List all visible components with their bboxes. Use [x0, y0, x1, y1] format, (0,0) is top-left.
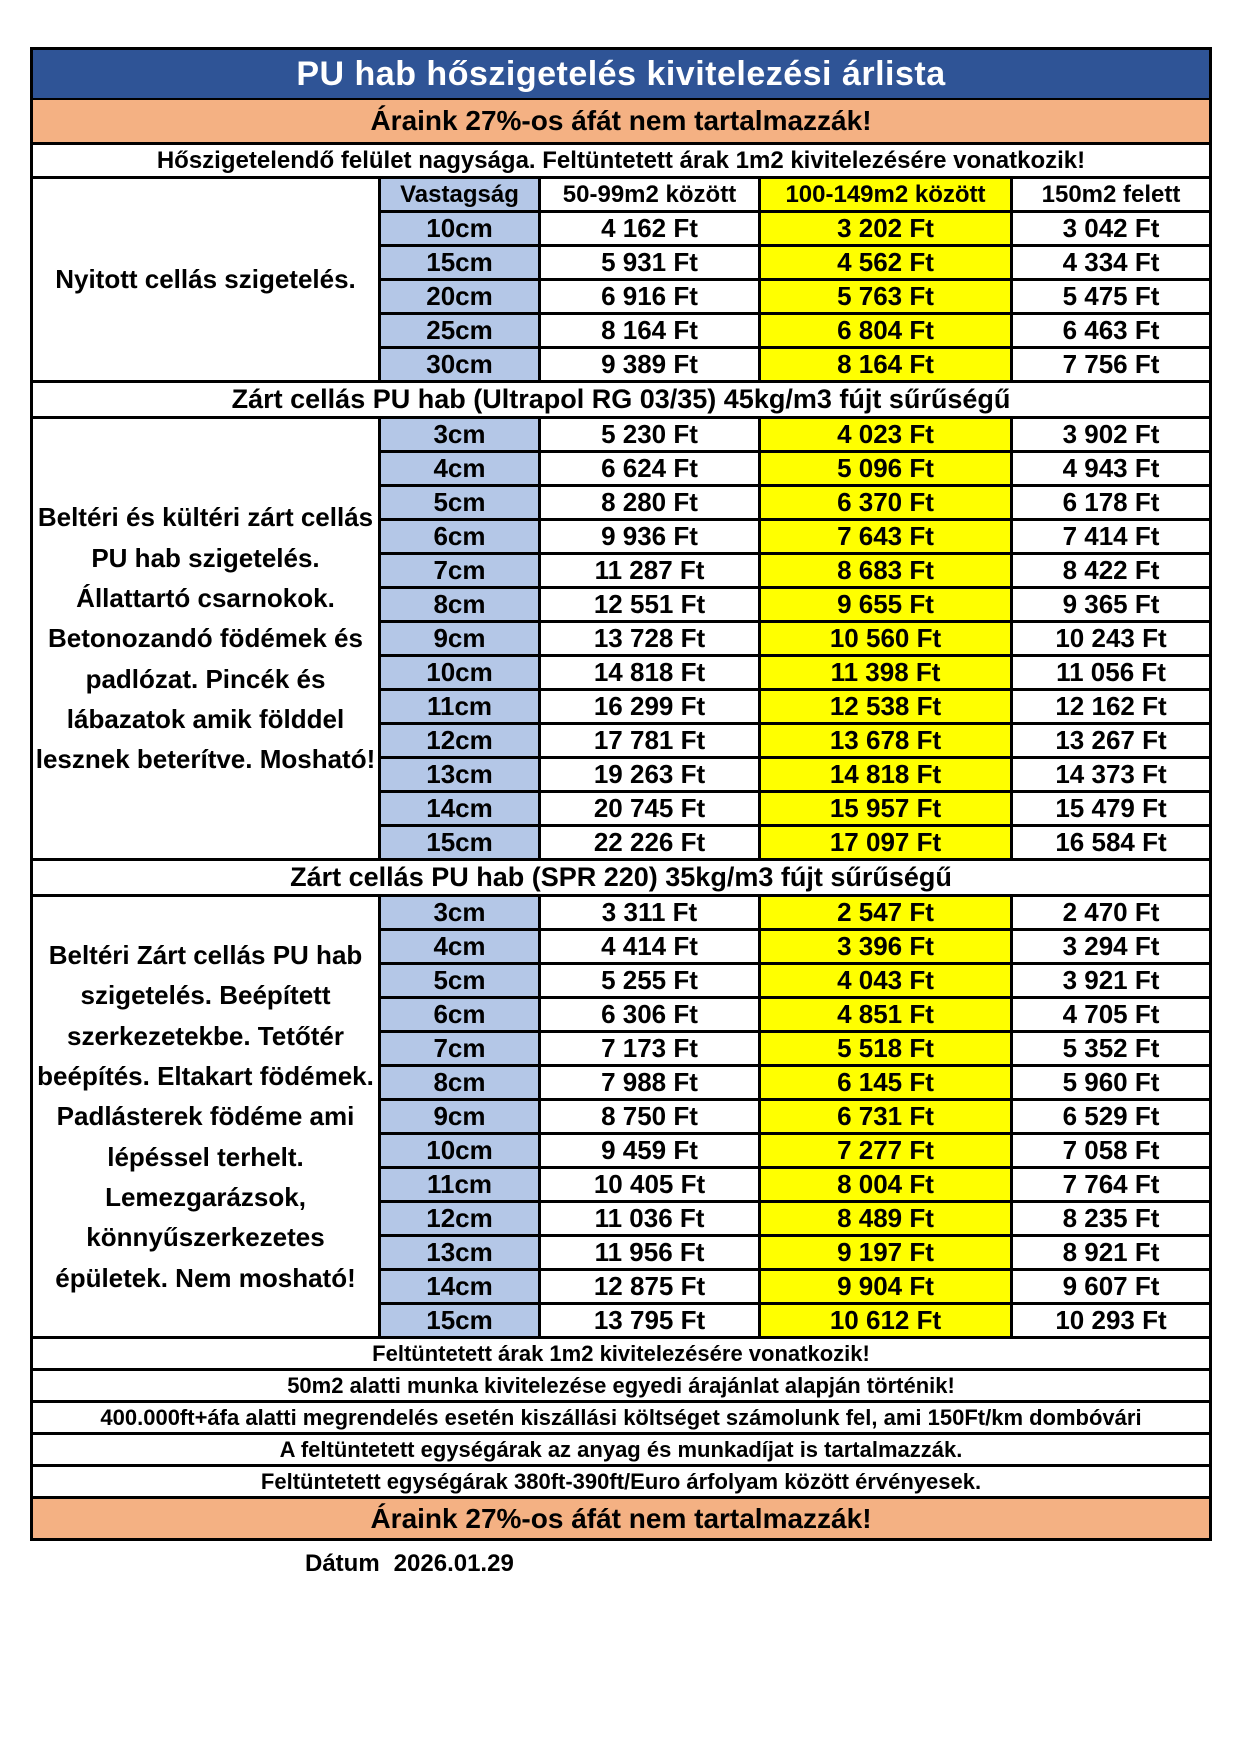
thickness-cell: 5cm	[381, 965, 538, 996]
thickness-cell: 11cm	[381, 691, 538, 722]
table-row	[381, 278, 1209, 312]
price-cell: 9 904 Ft	[758, 1271, 1010, 1302]
section-spr220-label: Beltéri Zárt cellás PU hab szigetelés. Beépített szerkezetekbe. Tetőtér beépítés. Eltakart födémek. Padlásterek födéme ami lépéssel terhelt. Lemezgarázsok, könnyűszerkezetes épületek. Nem mosható!	[33, 897, 381, 1336]
price-cell: 3 311 Ft	[538, 897, 758, 928]
date-label: Dátum	[305, 1550, 380, 1577]
price-cell: 6 916 Ft	[538, 281, 758, 312]
thickness-cell: 8cm	[381, 1067, 538, 1098]
price-cell: 11 398 Ft	[758, 657, 1010, 688]
price-cell: 5 352 Ft	[1010, 1033, 1209, 1064]
table-row	[381, 824, 1209, 858]
price-cell: 9 365 Ft	[1010, 589, 1209, 620]
price-cell: 7 643 Ft	[758, 521, 1010, 552]
table-row	[381, 1166, 1209, 1200]
thickness-cell: 11cm	[381, 1169, 538, 1200]
table-row	[381, 1132, 1209, 1166]
price-cell: 8 004 Ft	[758, 1169, 1010, 1200]
price-cell: 14 818 Ft	[538, 657, 758, 688]
table-row	[381, 312, 1209, 346]
thickness-cell: 4cm	[381, 453, 538, 484]
price-cell: 4 162 Ft	[538, 213, 758, 244]
price-cell: 4 943 Ft	[1010, 453, 1209, 484]
date-value: 2026.01.29	[393, 1550, 514, 1577]
price-cell: 8 235 Ft	[1010, 1203, 1209, 1234]
price-cell: 11 056 Ft	[1010, 657, 1209, 688]
table-row	[381, 484, 1209, 518]
price-cell: 15 957 Ft	[758, 793, 1010, 824]
price-cell: 8 683 Ft	[758, 555, 1010, 586]
thickness-cell: 9cm	[381, 623, 538, 654]
price-cell: 6 178 Ft	[1010, 487, 1209, 518]
price-cell: 6 145 Ft	[758, 1067, 1010, 1098]
price-cell: 2 470 Ft	[1010, 897, 1209, 928]
vat-note-top: Áraink 27%-os áfát nem tartalmazzák!	[33, 100, 1209, 142]
section-ultrapol-label: Beltéri és kültéri zárt cellás PU hab szigetelés. Állattartó csarnokok. Betonozandó födémek és padlózat. Pincék és lábazatok amik földdel lesznek beterítve. Mosható!	[33, 419, 381, 858]
table-row	[381, 1030, 1209, 1064]
column-header-row	[381, 179, 1209, 210]
price-cell: 3 042 Ft	[1010, 213, 1209, 244]
price-cell: 4 851 Ft	[758, 999, 1010, 1030]
thickness-cell: 15cm	[381, 1305, 538, 1336]
price-cell: 7 988 Ft	[538, 1067, 758, 1098]
price-cell: 3 294 Ft	[1010, 931, 1209, 962]
price-cell: 4 334 Ft	[1010, 247, 1209, 278]
footnote-row: 50m2 alatti munka kivitelezése egyedi árajánlat alapján történik!	[33, 1368, 1209, 1400]
column-header-50-99: 50-99m2 között	[538, 179, 758, 210]
price-cell: 14 818 Ft	[758, 759, 1010, 790]
price-cell: 7 058 Ft	[1010, 1135, 1209, 1166]
thickness-cell: 9cm	[381, 1101, 538, 1132]
footnote-row: A feltüntetett egységárak az anyag és munkadíjat is tartalmazzák.	[33, 1432, 1209, 1464]
price-cell: 5 960 Ft	[1010, 1067, 1209, 1098]
thickness-cell: 15cm	[381, 247, 538, 278]
thickness-cell: 3cm	[381, 419, 538, 450]
table-row	[381, 1268, 1209, 1302]
thickness-cell: 14cm	[381, 1271, 538, 1302]
section-spr220	[33, 894, 1209, 1336]
price-cell: 16 299 Ft	[538, 691, 758, 722]
price-cell: 8 921 Ft	[1010, 1237, 1209, 1268]
table-row	[381, 419, 1209, 450]
column-header-100-149: 100-149m2 között	[758, 179, 1010, 210]
table-row	[381, 928, 1209, 962]
price-cell: 5 475 Ft	[1010, 281, 1209, 312]
thickness-cell: 12cm	[381, 1203, 538, 1234]
thickness-cell: 4cm	[381, 931, 538, 962]
thickness-cell: 30cm	[381, 349, 538, 380]
price-cell: 9 655 Ft	[758, 589, 1010, 620]
price-cell: 2 547 Ft	[758, 897, 1010, 928]
table-row	[381, 1302, 1209, 1336]
table-row	[381, 996, 1209, 1030]
price-cell: 7 277 Ft	[758, 1135, 1010, 1166]
price-cell: 11 287 Ft	[538, 555, 758, 586]
table-row	[381, 756, 1209, 790]
price-cell: 7 173 Ft	[538, 1033, 758, 1064]
thickness-cell: 6cm	[381, 521, 538, 552]
thickness-cell: 25cm	[381, 315, 538, 346]
table-row	[381, 518, 1209, 552]
price-cell: 5 763 Ft	[758, 281, 1010, 312]
table-row	[381, 654, 1209, 688]
price-cell: 16 584 Ft	[1010, 827, 1209, 858]
table-row	[381, 1064, 1209, 1098]
price-cell: 10 293 Ft	[1010, 1305, 1209, 1336]
price-cell: 13 678 Ft	[758, 725, 1010, 756]
table-row	[381, 688, 1209, 722]
table-row	[381, 790, 1209, 824]
table-row	[381, 722, 1209, 756]
thickness-cell: 12cm	[381, 725, 538, 756]
price-cell: 5 096 Ft	[758, 453, 1010, 484]
thickness-cell: 5cm	[381, 487, 538, 518]
section-spr220-title: Zárt cellás PU hab (SPR 220) 35kg/m3 fújt sűrűségű	[33, 858, 1209, 894]
footnote-row: Feltüntetett egységárak 380ft-390ft/Euro árfolyam között érvényesek.	[33, 1464, 1209, 1496]
price-cell: 4 043 Ft	[758, 965, 1010, 996]
price-cell: 4 705 Ft	[1010, 999, 1209, 1030]
price-cell: 3 396 Ft	[758, 931, 1010, 962]
price-cell: 4 414 Ft	[538, 931, 758, 962]
price-table	[30, 47, 1212, 1541]
price-cell: 8 750 Ft	[538, 1101, 758, 1132]
footnote-row: 400.000ft+áfa alatti megrendelés esetén kiszállási költséget számolunk fel, ami 150Ft/km dombóvári	[33, 1400, 1209, 1432]
table-row	[381, 897, 1209, 928]
thickness-cell: 8cm	[381, 589, 538, 620]
price-cell: 5 230 Ft	[538, 419, 758, 450]
price-cell: 10 612 Ft	[758, 1305, 1010, 1336]
thickness-cell: 14cm	[381, 793, 538, 824]
price-cell: 15 479 Ft	[1010, 793, 1209, 824]
table-row	[381, 620, 1209, 654]
price-cell: 12 875 Ft	[538, 1271, 758, 1302]
table-row	[381, 244, 1209, 278]
price-cell: 9 197 Ft	[758, 1237, 1010, 1268]
price-cell: 10 405 Ft	[538, 1169, 758, 1200]
thickness-cell: 13cm	[381, 1237, 538, 1268]
price-cell: 10 243 Ft	[1010, 623, 1209, 654]
price-cell: 7 764 Ft	[1010, 1169, 1209, 1200]
thickness-cell: 15cm	[381, 827, 538, 858]
vat-note-bottom: Áraink 27%-os áfát nem tartalmazzák!	[33, 1496, 1209, 1538]
price-cell: 6 804 Ft	[758, 315, 1010, 346]
price-cell: 13 728 Ft	[538, 623, 758, 654]
price-cell: 11 036 Ft	[538, 1203, 758, 1234]
price-cell: 6 463 Ft	[1010, 315, 1209, 346]
table-row	[381, 962, 1209, 996]
price-cell: 4 562 Ft	[758, 247, 1010, 278]
section-spr220-rows	[381, 897, 1209, 1336]
price-cell: 6 306 Ft	[538, 999, 758, 1030]
price-cell: 3 202 Ft	[758, 213, 1010, 244]
price-cell: 8 280 Ft	[538, 487, 758, 518]
price-cell: 3 902 Ft	[1010, 419, 1209, 450]
table-row	[381, 586, 1209, 620]
price-cell: 6 529 Ft	[1010, 1101, 1209, 1132]
date-line	[305, 1550, 514, 1578]
thickness-cell: 10cm	[381, 657, 538, 688]
thickness-cell: 3cm	[381, 897, 538, 928]
price-cell: 22 226 Ft	[538, 827, 758, 858]
price-cell: 11 956 Ft	[538, 1237, 758, 1268]
price-cell: 6 731 Ft	[758, 1101, 1010, 1132]
price-cell: 8 164 Ft	[538, 315, 758, 346]
price-cell: 12 538 Ft	[758, 691, 1010, 722]
price-cell: 20 745 Ft	[538, 793, 758, 824]
surface-note: Hőszigetelendő felület nagysága. Feltüntetett árak 1m2 kivitelezésére vonatkozik!	[33, 142, 1209, 176]
section-open-cell-rows	[381, 179, 1209, 380]
price-cell: 6 370 Ft	[758, 487, 1010, 518]
thickness-cell: 10cm	[381, 1135, 538, 1166]
thickness-cell: 13cm	[381, 759, 538, 790]
price-cell: 8 422 Ft	[1010, 555, 1209, 586]
price-cell: 8 164 Ft	[758, 349, 1010, 380]
table-row	[381, 552, 1209, 586]
price-cell: 7 414 Ft	[1010, 521, 1209, 552]
table-row	[381, 1200, 1209, 1234]
table-row	[381, 1098, 1209, 1132]
price-cell: 5 931 Ft	[538, 247, 758, 278]
thickness-cell: 7cm	[381, 1033, 538, 1064]
price-cell: 9 459 Ft	[538, 1135, 758, 1166]
price-cell: 3 921 Ft	[1010, 965, 1209, 996]
column-header-150plus: 150m2 felett	[1010, 179, 1209, 210]
section-ultrapol-rows	[381, 419, 1209, 858]
section-ultrapol-title: Zárt cellás PU hab (Ultrapol RG 03/35) 45kg/m3 fújt sűrűségű	[33, 380, 1209, 416]
price-cell: 9 607 Ft	[1010, 1271, 1209, 1302]
price-cell: 17 781 Ft	[538, 725, 758, 756]
section-open-cell	[33, 176, 1209, 380]
table-row	[381, 210, 1209, 244]
price-cell: 17 097 Ft	[758, 827, 1010, 858]
table-row	[381, 450, 1209, 484]
price-cell: 7 756 Ft	[1010, 349, 1209, 380]
column-header-thickness: Vastagság	[381, 179, 538, 210]
price-cell: 9 389 Ft	[538, 349, 758, 380]
thickness-cell: 7cm	[381, 555, 538, 586]
price-cell: 13 795 Ft	[538, 1305, 758, 1336]
price-cell: 8 489 Ft	[758, 1203, 1010, 1234]
price-cell: 12 162 Ft	[1010, 691, 1209, 722]
price-cell: 19 263 Ft	[538, 759, 758, 790]
price-cell: 12 551 Ft	[538, 589, 758, 620]
thickness-cell: 20cm	[381, 281, 538, 312]
thickness-cell: 10cm	[381, 213, 538, 244]
price-cell: 9 936 Ft	[538, 521, 758, 552]
footnote-row: Feltüntetett árak 1m2 kivitelezésére vonatkozik!	[33, 1336, 1209, 1368]
page-title: PU hab hőszigetelés kivitelezési árlista	[33, 50, 1209, 100]
table-row	[381, 1234, 1209, 1268]
thickness-cell: 6cm	[381, 999, 538, 1030]
price-cell: 5 518 Ft	[758, 1033, 1010, 1064]
price-cell: 10 560 Ft	[758, 623, 1010, 654]
price-cell: 5 255 Ft	[538, 965, 758, 996]
price-cell: 6 624 Ft	[538, 453, 758, 484]
price-cell: 4 023 Ft	[758, 419, 1010, 450]
section-open-cell-label: Nyitott cellás szigetelés.	[33, 179, 381, 380]
table-row	[381, 346, 1209, 380]
section-ultrapol	[33, 416, 1209, 858]
price-cell: 13 267 Ft	[1010, 725, 1209, 756]
price-cell: 14 373 Ft	[1010, 759, 1209, 790]
